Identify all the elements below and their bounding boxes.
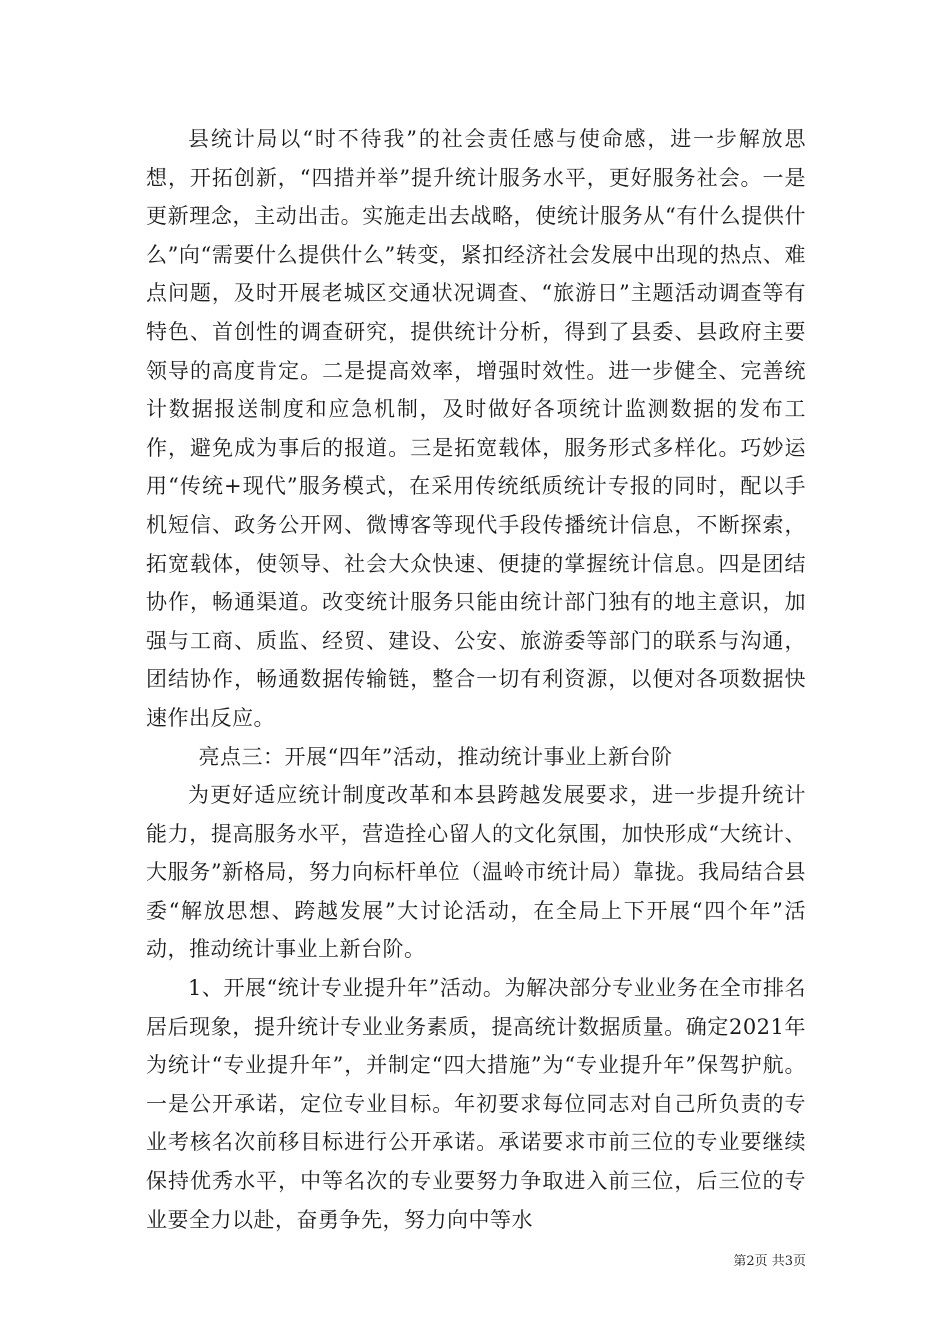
section-heading-highlight-three: 亮点三：开展“四年”活动，推动统计事业上新台阶 [198,744,673,769]
page-number-footer: 第2页 共3页 [733,1254,806,1269]
document-body [146,120,806,1239]
paragraph-four-years-intro: 为更好适应统计制度改革和本县跨越发展要求，进一步提升统计能力，提高服务水平，营造拴心留人的文化氛围，加快形成“大统计、大服务”新格局，努力向标杆单位（温岭市统计局）靠拢。我局结合县委“解放思想、跨越发展”大讨论活动，在全局上下开展“四个年”活动，推动统计事业上新台阶。 [146,783,806,962]
paragraph-service-measures: 县统计局以“时不待我”的社会责任感与使命感，进一步解放思想，开拓创新，“四措并举”提升统计服务水平，更好服务社会。一是更新理念，主动出击。实施走出去战略，使统计服务从“有什么提供什么”向“需要什么提供什么”转变，紧扣经济社会发展中出现的热点、难点问题，及时开展老城区交通状况调查、“旅游日”主题活动调查等有特色、首创性的调查研究，提供统计分析，得到了县委、县政府主要领导的高度肯定。二是提高效率，增强时效性。进一步健全、完善统计数据报送制度和应急机制，及时做好各项统计监测数据的发布工作，避免成为事后的报道。三是拓宽载体，服务形式多样化。巧妙运用“传统+现代”服务模式，在采用传统纸质统计专报的同时，配以手机短信、政务公开网、微博客等现代手段传播统计信息，不断探索，拓宽载体，使领导、社会大众快速、便捷的掌握统计信息。四是团结协作，畅通渠道。改变统计服务只能由统计部门独有的地主意识，加强与工商、质监、经贸、建设、公安、旅游委等部门的联系与沟通，团结协作，畅通数据传输链，整合一切有利资源，以便对各项数据快速作出反应。 [146,127,806,730]
paragraph-professional-improvement: 1、开展“统计专业提升年”活动。为解决部分专业业务在全市排名居后现象，提升统计专业业务素质，提高统计数据质量。确定2021年为统计“专业提升年”，并制定“四大措施”为“专业提升年”保驾护航。一是公开承诺，定位专业目标。年初要求每位同志对自己所负责的专业考核名次前移目标进行公开承诺。承诺要求市前三位的专业要继续保持优秀水平，中等名次的专业要努力争取进入前三位，后三位的专业要全力以赴，奋勇争先，努力向中等水 [146,976,806,1232]
